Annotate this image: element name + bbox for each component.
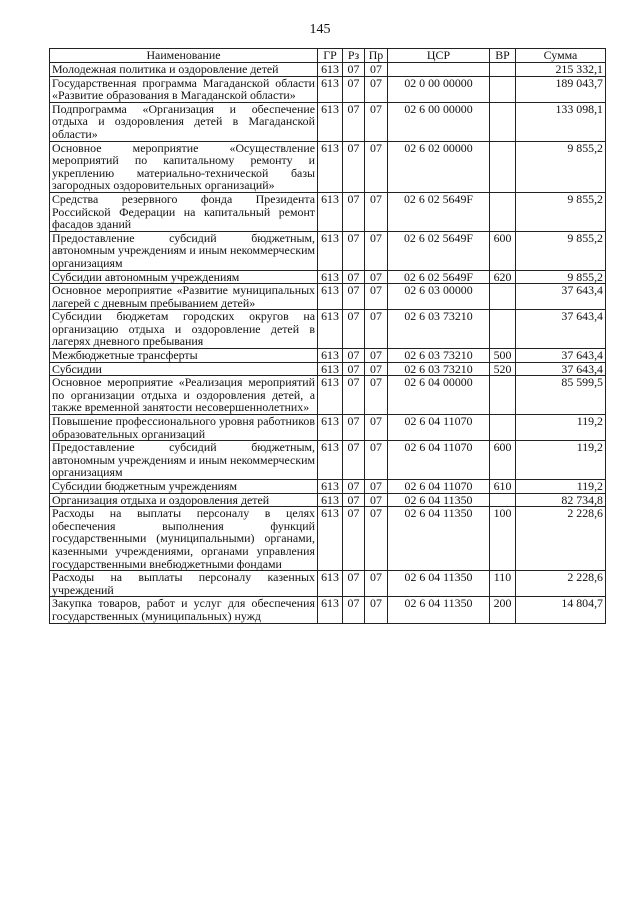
row-gr: 613 [318,493,343,507]
row-rz: 07 [343,231,365,270]
row-pr: 07 [365,376,388,415]
row-gr: 613 [318,310,343,349]
row-pr: 07 [365,349,388,363]
row-pr: 07 [365,362,388,376]
row-name: Молодежная политика и оздоровление детей [50,63,318,77]
row-name: Закупка товаров, работ и услуг для обеспечения государственных (муниципальных) нужд [50,597,318,623]
row-pr: 07 [365,597,388,623]
table-row [50,231,606,270]
col-header-sum: Сумма [516,49,606,63]
row-sum: 2 228,6 [516,507,606,571]
row-sum: 9 855,2 [516,141,606,192]
row-name: Расходы на выплаты персоналу в целях обеспечения выполнения функций государственными (муниципальными) органами, казенными учреждениями, органами управления государственными внебюджетными фондами [50,507,318,571]
row-sum: 189 043,7 [516,76,606,102]
row-sum: 133 098,1 [516,102,606,141]
row-csr: 02 0 00 00000 [388,76,490,102]
row-name: Подпрограмма «Организация и обеспечение отдыха и оздоровления детей в Магаданской области» [50,102,318,141]
row-name: Повышение профессионального уровня работников образовательных организаций [50,415,318,441]
row-pr: 07 [365,571,388,597]
row-gr: 613 [318,376,343,415]
row-gr: 613 [318,270,343,284]
row-pr: 07 [365,480,388,494]
row-gr: 613 [318,63,343,77]
row-sum: 82 734,8 [516,493,606,507]
row-name: Межбюджетные трансферты [50,349,318,363]
row-gr: 613 [318,349,343,363]
row-csr: 02 6 02 5649F [388,231,490,270]
row-vr [490,415,516,441]
row-rz: 07 [343,571,365,597]
row-pr: 07 [365,63,388,77]
row-gr: 613 [318,415,343,441]
row-gr: 613 [318,284,343,310]
row-csr: 02 6 04 11350 [388,597,490,623]
col-header-gr: ГР [318,49,343,63]
table-row [50,270,606,284]
row-vr: 620 [490,270,516,284]
row-sum: 14 804,7 [516,597,606,623]
row-name: Субсидии бюджетным учреждениям [50,480,318,494]
row-vr [490,284,516,310]
row-rz: 07 [343,310,365,349]
row-pr: 07 [365,102,388,141]
row-name: Государственная программа Магаданской области «Развитие образования в Магаданской области» [50,76,318,102]
table-header-row [50,49,606,63]
row-name: Основное мероприятие «Реализация мероприятий по организации отдыха и оздоровления детей, а также временной занятости несовершеннолетних» [50,376,318,415]
row-rz: 07 [343,480,365,494]
row-rz: 07 [343,284,365,310]
row-vr: 110 [490,571,516,597]
row-gr: 613 [318,76,343,102]
row-csr: 02 6 03 00000 [388,284,490,310]
row-gr: 613 [318,362,343,376]
row-pr: 07 [365,192,388,231]
table-row [50,76,606,102]
row-pr: 07 [365,310,388,349]
table-row [50,507,606,571]
row-sum: 37 643,4 [516,349,606,363]
row-rz: 07 [343,507,365,571]
row-sum: 119,2 [516,441,606,480]
row-gr: 613 [318,141,343,192]
row-vr: 610 [490,480,516,494]
row-csr: 02 6 04 00000 [388,376,490,415]
row-vr [490,63,516,77]
row-pr: 07 [365,76,388,102]
table-row [50,362,606,376]
row-name: Субсидии бюджетам городских округов на организацию отдыха и оздоровление детей в лагерях дневного пребывания [50,310,318,349]
row-rz: 07 [343,441,365,480]
row-vr: 500 [490,349,516,363]
row-pr: 07 [365,415,388,441]
row-name: Расходы на выплаты персоналу казенных учреждений [50,571,318,597]
row-vr: 100 [490,507,516,571]
row-sum: 119,2 [516,480,606,494]
col-header-vr: ВР [490,49,516,63]
row-name: Основное мероприятие «Развитие муниципальных лагерей с дневным пребыванием детей» [50,284,318,310]
row-vr [490,192,516,231]
row-vr: 600 [490,441,516,480]
row-csr: 02 6 04 11070 [388,415,490,441]
row-rz: 07 [343,597,365,623]
row-pr: 07 [365,507,388,571]
row-rz: 07 [343,76,365,102]
table-row [50,192,606,231]
table-row [50,284,606,310]
row-vr: 600 [490,231,516,270]
row-vr [490,310,516,349]
row-rz: 07 [343,362,365,376]
row-gr: 613 [318,507,343,571]
row-gr: 613 [318,192,343,231]
row-csr: 02 6 04 11350 [388,571,490,597]
row-name: Предоставление субсидий бюджетным, автономным учреждениям и иным некоммерческим организациям [50,441,318,480]
row-vr [490,102,516,141]
table-row [50,141,606,192]
row-csr: 02 6 04 11350 [388,493,490,507]
table-row [50,102,606,141]
row-csr: 02 6 02 5649F [388,270,490,284]
row-name: Организация отдыха и оздоровления детей [50,493,318,507]
row-pr: 07 [365,270,388,284]
table-row [50,493,606,507]
row-csr: 02 6 04 11350 [388,507,490,571]
row-pr: 07 [365,441,388,480]
table-row [50,349,606,363]
row-pr: 07 [365,141,388,192]
row-csr [388,63,490,77]
row-name: Предоставление субсидий бюджетным, автономным учреждениям и иным некоммерческим организациям [50,231,318,270]
row-rz: 07 [343,270,365,284]
row-sum: 9 855,2 [516,192,606,231]
row-name: Субсидии [50,362,318,376]
row-vr [490,376,516,415]
row-name: Средства резервного фонда Президента Российской Федерации на капитальный ремонт фасадов зданий [50,192,318,231]
row-gr: 613 [318,571,343,597]
row-csr: 02 6 00 00000 [388,102,490,141]
row-sum: 215 332,1 [516,63,606,77]
col-header-name: Наименование [50,49,318,63]
table-row [50,310,606,349]
row-gr: 613 [318,441,343,480]
table-row [50,376,606,415]
col-header-csr: ЦСР [388,49,490,63]
row-sum: 37 643,4 [516,362,606,376]
row-name: Субсидии автономным учреждениям [50,270,318,284]
row-vr [490,493,516,507]
row-gr: 613 [318,480,343,494]
row-sum: 37 643,4 [516,284,606,310]
row-sum: 85 599,5 [516,376,606,415]
row-rz: 07 [343,192,365,231]
col-header-rz: Рз [343,49,365,63]
page-number: 145 [309,22,331,37]
row-vr [490,141,516,192]
row-vr: 520 [490,362,516,376]
row-sum: 9 855,2 [516,231,606,270]
row-rz: 07 [343,376,365,415]
row-rz: 07 [343,349,365,363]
row-csr: 02 6 03 73210 [388,362,490,376]
row-csr: 02 6 02 5649F [388,192,490,231]
row-rz: 07 [343,141,365,192]
row-csr: 02 6 04 11070 [388,480,490,494]
col-header-pr: Пр [365,49,388,63]
row-name: Основное мероприятие «Осуществление мероприятий по капитальному ремонту и укреплению материально-технической базы загородных оздоровительных организаций» [50,141,318,192]
table-row [50,63,606,77]
row-csr: 02 6 03 73210 [388,349,490,363]
row-pr: 07 [365,493,388,507]
row-gr: 613 [318,231,343,270]
table-row [50,597,606,623]
row-vr: 200 [490,597,516,623]
row-sum: 2 228,6 [516,571,606,597]
row-rz: 07 [343,63,365,77]
row-sum: 9 855,2 [516,270,606,284]
row-sum: 37 643,4 [516,310,606,349]
table-row [50,441,606,480]
row-rz: 07 [343,493,365,507]
row-pr: 07 [365,284,388,310]
row-csr: 02 6 02 00000 [388,141,490,192]
row-gr: 613 [318,102,343,141]
table-row [50,415,606,441]
row-rz: 07 [343,102,365,141]
row-sum: 119,2 [516,415,606,441]
row-csr: 02 6 03 73210 [388,310,490,349]
row-rz: 07 [343,415,365,441]
table-row [50,480,606,494]
row-pr: 07 [365,231,388,270]
row-vr [490,76,516,102]
row-csr: 02 6 04 11070 [388,441,490,480]
table-row [50,571,606,597]
budget-table [49,48,606,624]
row-gr: 613 [318,597,343,623]
